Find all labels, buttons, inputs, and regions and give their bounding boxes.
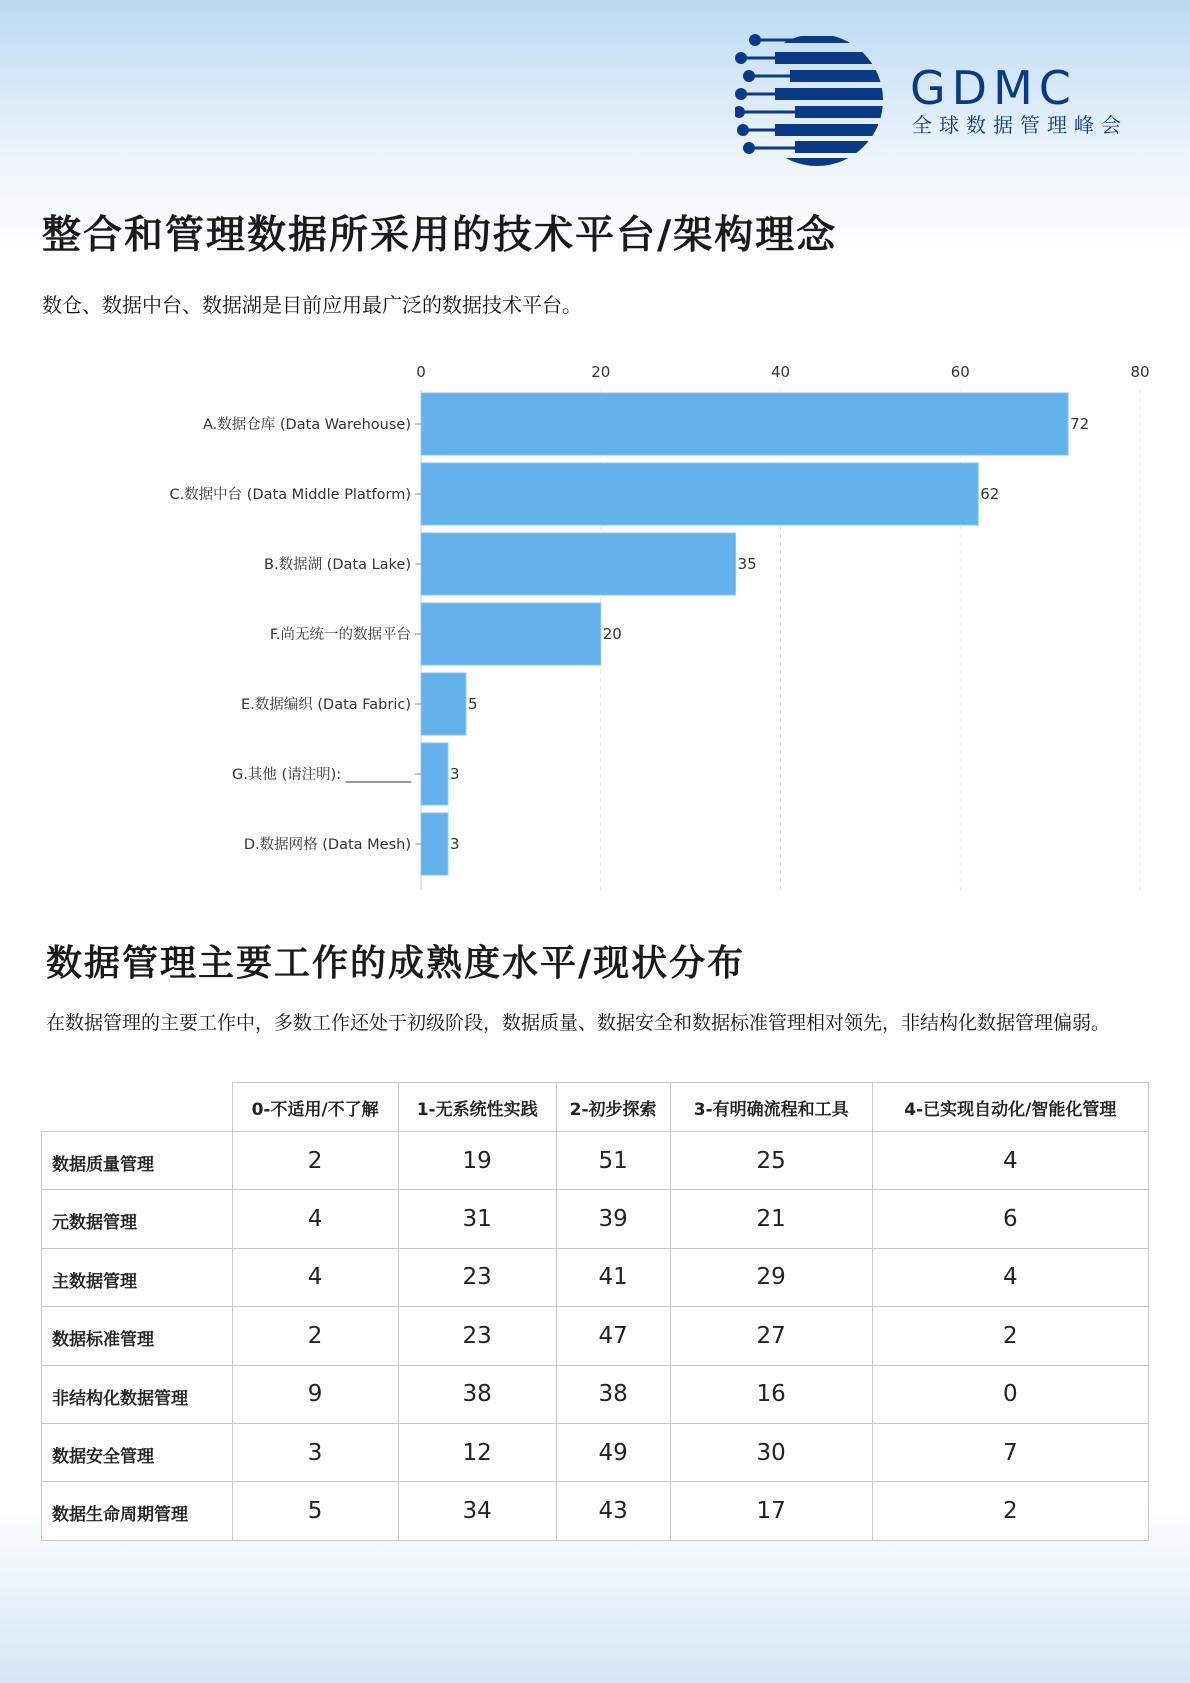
bar [421, 393, 1068, 455]
y-category-label: A.数据仓库 (Data Warehouse) [202, 417, 411, 433]
table-row [42, 1307, 1149, 1365]
table-cell: 29 [670, 1248, 872, 1306]
bar [421, 673, 466, 735]
x-tick-label: 40 [770, 363, 791, 381]
x-tick-label: 60 [950, 363, 970, 381]
table-cell: 3 [232, 1423, 398, 1481]
table-cell: 38 [556, 1365, 670, 1423]
table-cell: 30 [670, 1423, 872, 1481]
y-category-label: C.数据中台 (Data Middle Platform) [169, 487, 411, 503]
column-header: 2-初步探索 [556, 1083, 670, 1132]
data-label: 72 [1070, 415, 1090, 433]
table-cell: 38 [398, 1365, 556, 1423]
table-row [42, 1248, 1149, 1306]
section2-title: 数据管理主要工作的成熟度水平/现状分布 [46, 943, 746, 984]
table-cell: 23 [398, 1307, 556, 1365]
table-cell: 7 [872, 1423, 1148, 1481]
table-cell: 51 [556, 1132, 670, 1190]
table-cell: 25 [670, 1132, 872, 1190]
gdmc-logo [735, 28, 1165, 173]
table-cell: 2 [232, 1132, 398, 1190]
row-label: 数据质量管理 [42, 1132, 233, 1190]
y-category-label: E.数据编织 (Data Fabric) [241, 697, 411, 713]
data-label: 20 [602, 625, 622, 643]
table-cell: 21 [670, 1190, 872, 1248]
table-cell: 0 [872, 1365, 1148, 1423]
section2-paragraph: 在数据管理的主要工作中，多数工作还处于初级阶段，数据质量、数据安全和数据标准管理相对领先，非结构化数据管理偏弱。 [46, 1012, 1111, 1034]
row-label: 数据生命周期管理 [42, 1482, 233, 1540]
y-category-label: F.尚无统一的数据平台 [269, 627, 411, 643]
y-category-label: D.数据网格 (Data Mesh) [243, 837, 411, 853]
data-label: 62 [980, 485, 1000, 503]
table-cell: 4 [872, 1132, 1148, 1190]
table-cell: 47 [556, 1307, 670, 1365]
table-cell: 31 [398, 1190, 556, 1248]
section1-subtitle: 数仓、数据中台、数据湖是目前应用最广泛的数据技术平台。 [42, 293, 582, 317]
row-label: 数据标准管理 [42, 1307, 233, 1365]
x-tick-label: 80 [1130, 363, 1150, 381]
table-row [42, 1365, 1149, 1423]
bar [421, 813, 448, 875]
table-cell: 4 [872, 1248, 1148, 1306]
bar [421, 463, 978, 525]
column-header: 3-有明确流程和工具 [670, 1083, 872, 1132]
x-tick-label: 0 [416, 363, 426, 381]
table-cell: 2 [232, 1307, 398, 1365]
table-row [42, 1132, 1149, 1190]
maturity-table [41, 1082, 1149, 1541]
data-label: 5 [467, 695, 478, 713]
bar-chart [0, 350, 1190, 900]
table-cell: 27 [670, 1307, 872, 1365]
logo-subtitle: 全球数据管理峰会 [912, 113, 1128, 137]
y-category-label: G.其他 (请注明): _________ [231, 767, 411, 783]
table-cell: 34 [398, 1482, 556, 1540]
row-label: 元数据管理 [42, 1190, 233, 1248]
table-cell: 2 [872, 1307, 1148, 1365]
table-cell: 5 [232, 1482, 398, 1540]
table-cell: 9 [232, 1365, 398, 1423]
y-category-label: B.数据湖 (Data Lake) [264, 557, 411, 573]
table-cell: 19 [398, 1132, 556, 1190]
table-cell: 6 [872, 1190, 1148, 1248]
row-label: 数据安全管理 [42, 1423, 233, 1481]
data-label: 35 [737, 555, 757, 573]
table-cell: 12 [398, 1423, 556, 1481]
table-row [42, 1190, 1149, 1248]
column-header: 4-已实现自动化/智能化管理 [872, 1083, 1148, 1132]
corner-cell [42, 1083, 233, 1132]
bar [421, 743, 448, 805]
column-header: 0-不适用/不了解 [232, 1083, 398, 1132]
x-tick-label: 20 [591, 363, 611, 381]
row-label: 非结构化数据管理 [42, 1365, 233, 1423]
data-label: 3 [449, 835, 460, 853]
table-cell: 4 [232, 1190, 398, 1248]
column-header: 1-无系统性实践 [398, 1083, 556, 1132]
table-cell: 16 [670, 1365, 872, 1423]
section1-title: 整合和管理数据所采用的技术平台/架构理念 [42, 213, 838, 258]
bar [421, 603, 601, 665]
row-label: 主数据管理 [42, 1248, 233, 1306]
data-label: 3 [449, 765, 460, 783]
table-row [42, 1423, 1149, 1481]
table-cell: 39 [556, 1190, 670, 1248]
bar [421, 533, 736, 595]
table-cell: 43 [556, 1482, 670, 1540]
table-cell: 49 [556, 1423, 670, 1481]
table-row [42, 1482, 1149, 1540]
table-cell: 4 [232, 1248, 398, 1306]
table-cell: 2 [872, 1482, 1148, 1540]
table-cell: 23 [398, 1248, 556, 1306]
table-cell: 41 [556, 1248, 670, 1306]
logo-brand: GDMC [910, 61, 1077, 115]
table-cell: 17 [670, 1482, 872, 1540]
